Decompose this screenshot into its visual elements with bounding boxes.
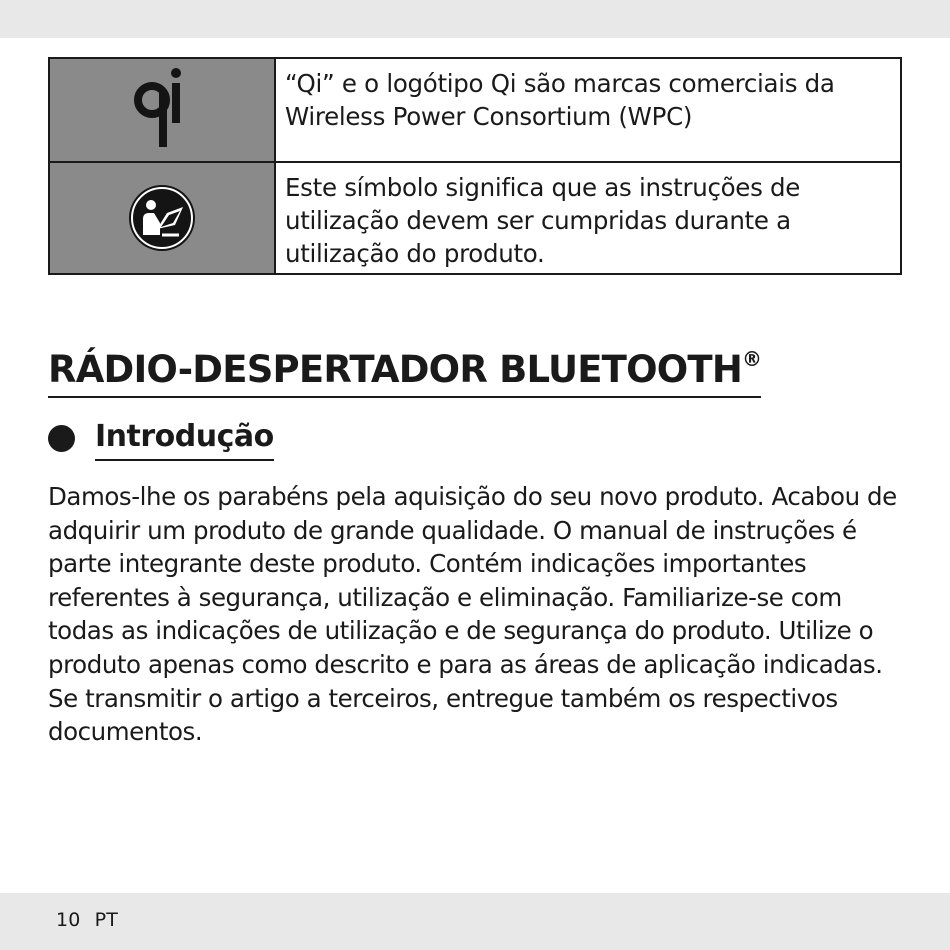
symbol-description: Este símbolo significa que as instruções de utilização devem ser cumpridas durante a utilização do produto. [275, 162, 901, 274]
symbol-row-manual [49, 162, 901, 274]
symbol-icon-cell [49, 162, 275, 274]
bottom-margin-band [0, 893, 950, 950]
product-title [48, 333, 761, 398]
section-heading-text: Introdução [95, 415, 274, 461]
product-title-text: RÁDIO-DESPERTADOR BLUETOOTH [48, 348, 743, 391]
intro-paragraph: Damos-lhe os parabéns pela aquisição do seu novo produto. Acabou de adquirir um produto de grande qualidade. O manual de instruções é parte integrante deste produto. Contém indicações importantes referentes à segurança, utilização e eliminação. Familiarize-se com todas as indicações de utilização e de segurança do produto. Utilize o produto apenas como descrito e para as áreas de aplicação indicadas. Se transmitir o artigo a terceiros, entregue também os respectivos documentos. [48, 482, 897, 747]
symbol-table [48, 57, 902, 275]
page-footer [56, 908, 118, 932]
language-code: PT [94, 909, 119, 931]
symbol-icon-cell [49, 58, 275, 162]
qi-logo-icon [132, 67, 192, 153]
read-manual-icon [127, 183, 197, 253]
top-margin-band [0, 0, 950, 38]
bullet-icon [48, 425, 75, 452]
registered-mark: ® [742, 347, 762, 371]
symbol-row-qi [49, 58, 901, 162]
page-number: 10 [56, 909, 81, 931]
symbol-description: “Qi” e o logótipo Qi são marcas comerciais da Wireless Power Consortium (WPC) [275, 58, 901, 162]
section-heading [48, 415, 274, 461]
